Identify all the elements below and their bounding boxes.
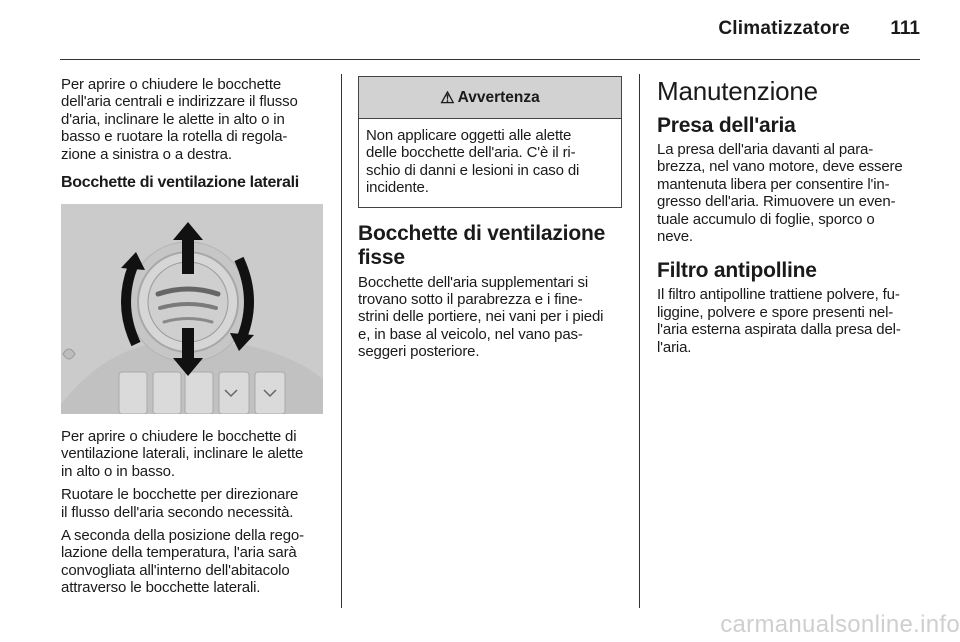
side-vent-illustration (61, 204, 323, 414)
header-rule (60, 59, 920, 60)
column-right (657, 76, 921, 356)
warning-body (359, 119, 621, 207)
column-left (61, 76, 325, 597)
intro-paragraph: Per aprire o chiudere le bocchette dell'aria centrali e indirizzare il flusso d'aria, inclinare le alette in alto o in basso e ruotare la rotella di regola- zione a sinistra o a destra. (61, 76, 298, 163)
warning-text: Non applicare oggetti alle alette delle bocchette dell'aria. C'è il ri- schio di danni e lesioni in caso di incidente. (366, 127, 580, 197)
column-divider-right (639, 74, 640, 608)
side-vents-paragraph-1: Per aprire o chiudere le bocchette di ventilazione laterali, inclinare le alette in alto o in basso. (61, 428, 304, 480)
side-vent-drawing (61, 204, 323, 414)
pollen-filter-paragraph: Il filtro antipolline trattiene polvere, fu- liggine, polvere e spore presenti nel- l'aria esterna aspirata dalla presa del- l'aria. (657, 286, 901, 356)
column-middle (358, 76, 622, 361)
air-intake-paragraph: La presa dell'aria davanti al para- brezza, nel vano motore, deve essere mantenuta libera per consentire l'in- gresso dell'aria. Rimuovere un even- tuale accumulo di foglie, sporco o neve. (657, 141, 903, 246)
side-vents-paragraph-3: A seconda della posizione della rego- lazione della temperatura, l'aria sarà convogliata all'interno dell'abitacolo attraverso le bocchette laterali. (61, 527, 304, 597)
air-intake-heading: Presa dell'aria (657, 114, 796, 137)
side-vents-paragraph-2: Ruotare le bocchette per direzionare il flusso dell'aria secondo necessità. (61, 486, 299, 521)
page-number: 111 (890, 18, 920, 39)
warning-triangle-icon: ⚠ (440, 89, 455, 107)
chapter-title: Manutenzione (657, 76, 818, 106)
page-header-title: Climatizzatore (718, 18, 850, 39)
warning-header (359, 77, 621, 119)
side-vents-heading: Bocchette di ventilazione laterali (61, 174, 299, 192)
warning-box (358, 76, 622, 208)
watermark: carmanualsonline.info (720, 611, 960, 638)
pollen-filter-heading: Filtro antipolline (657, 259, 817, 283)
fixed-vents-paragraph: Bocchette dell'aria supplementari si trovano sotto il parabrezza e i fine- strini delle portiere, nei vani per i piedi e, in base al veicolo, nel vano pas- seggeri posteriore. (358, 273, 604, 361)
fixed-vents-heading: Bocchette di ventilazione fisse (358, 221, 606, 269)
column-divider-left (341, 74, 342, 608)
warning-title: Avvertenza (457, 88, 540, 106)
